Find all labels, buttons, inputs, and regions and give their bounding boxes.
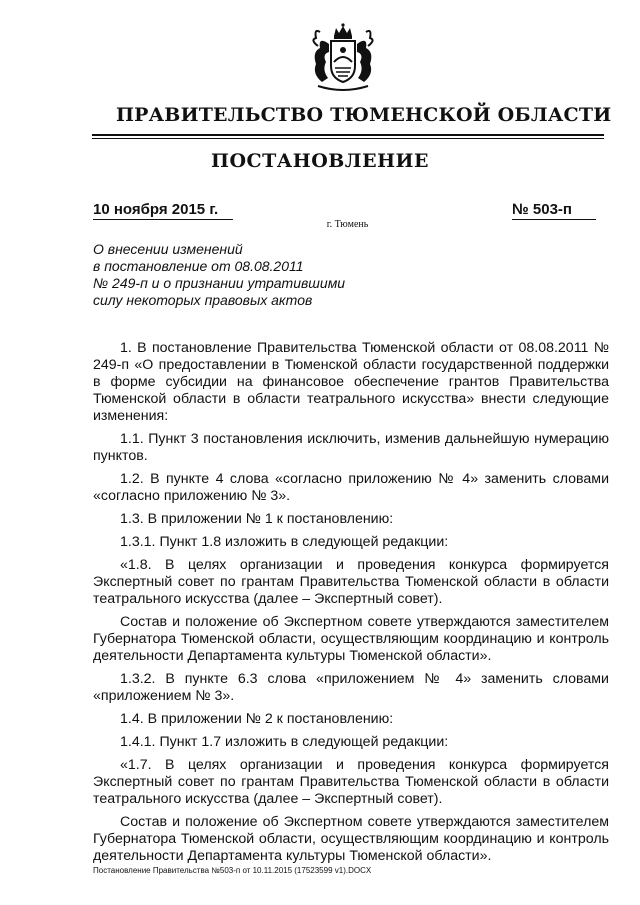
body-paragraph: «1.8. В целях организации и проведения конкурса формируется Экспертный совет по грантам Правительства Тюменской области в области театрального искусства (далее – Экспертный совет). <box>93 557 609 607</box>
body-paragraph: 1.3.1. Пункт 1.8 изложить в следующей редакции: <box>120 534 449 550</box>
body-paragraph: 1.2. В пункте 4 слова «согласно приложению № 4» заменить словами «согласно приложению № 3». <box>93 471 609 504</box>
subject-line: О внесении изменений <box>93 241 243 257</box>
government-title: ПРАВИТЕЛЬСТВО ТЮМЕНСКОЙ ОБЛАСТИ <box>116 104 612 126</box>
body-paragraph: 1.4. В приложении № 2 к постановлению: <box>120 711 394 727</box>
coat-of-arms-emblem-icon <box>298 22 388 94</box>
header-rule-thin <box>92 138 604 139</box>
header-rule-thick <box>92 134 604 136</box>
document-footer: Постановление Правительства №503-п от 10.11.2015 (17523599 v1).DOCX <box>93 866 372 875</box>
body-paragraph: 1.1. Пункт 3 постановления исключить, изменив дальнейшую нумерацию пунктов. <box>93 431 609 464</box>
body-paragraph: 1. В постановление Правительства Тюменской области от 08.08.2011 № 249-п «О предоставлении в Тюменской области государственной поддержки в форме субсидии на финансовое обеспечение грантов Правительства Тюменской области в области театрального искусства» внести следующие изменения: <box>93 340 609 424</box>
body-paragraph: Состав и положение об Экспертном совете утверждаются заместителем Губернатора Тюменской области, осуществляющим координацию и контроль деятельности Департамента культуры Тюменской области». <box>93 614 609 664</box>
body-paragraph: Состав и положение об Экспертном совете утверждаются заместителем Губернатора Тюменской области, осуществляющим координацию и контроль деятельности Департамента культуры Тюменской области». <box>93 814 609 864</box>
subject-line: силу некоторых правовых актов <box>93 292 313 308</box>
document-body <box>93 340 609 871</box>
body-paragraph: 1.3.2. В пункте 6.3 слова «приложением № 4» заменить словами «приложением № 3». <box>93 671 609 704</box>
document-number: № 503-п <box>512 201 596 220</box>
body-paragraph: «1.7. В целях организации и проведения конкурса формируется Экспертный совет по грантам Правительства Тюменской области в области театрального искусства (далее – Экспертный совет). <box>93 757 609 807</box>
subject-line: № 249-п и о признании утратившими <box>93 275 346 291</box>
document-date: 10 ноября 2015 г. <box>93 201 233 220</box>
body-paragraph: 1.3. В приложении № 1 к постановлению: <box>120 511 394 527</box>
body-paragraph: 1.4.1. Пункт 1.7 изложить в следующей редакции: <box>120 734 449 750</box>
document-subject <box>93 241 393 309</box>
subject-line: в постановление от 08.08.2011 <box>93 258 304 274</box>
document-city: г. Тюмень <box>326 219 369 230</box>
document-type: ПОСТАНОВЛЕНИЕ <box>211 150 429 172</box>
